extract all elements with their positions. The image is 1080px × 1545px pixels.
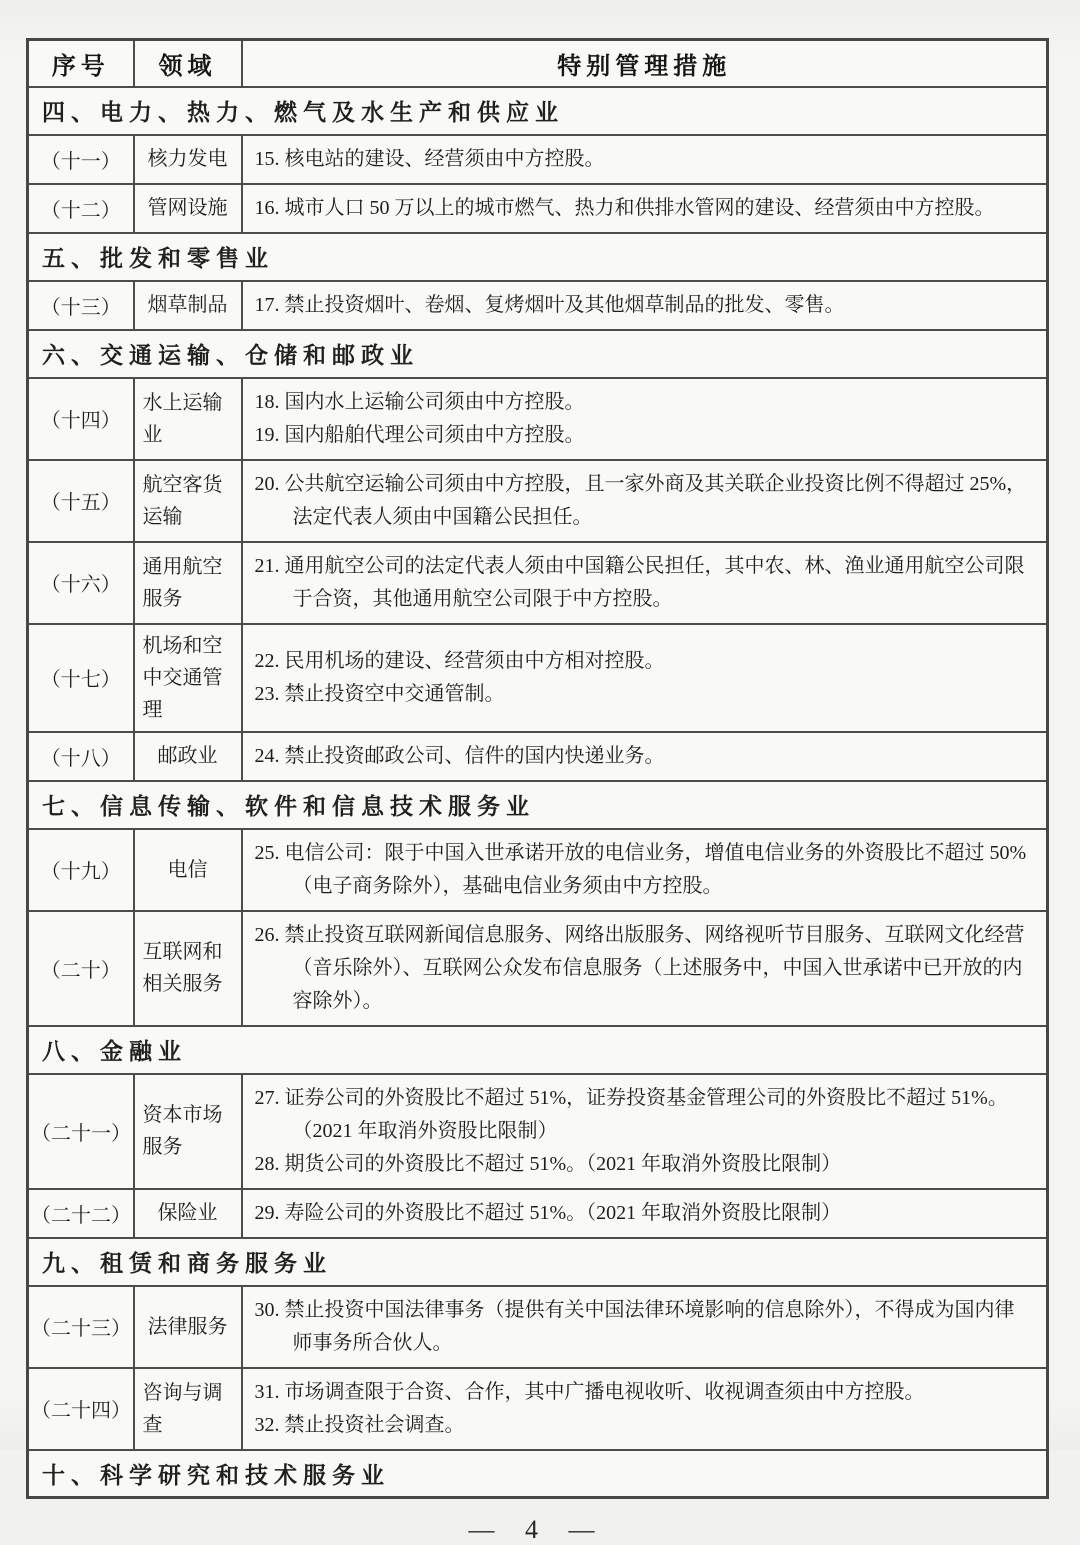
measure-item: 26. 禁止投资互联网新闻信息服务、网络出版服务、网络视听节目服务、互联网文化经营（音乐除外）、互联网公众发布信息服务（上述服务中，中国入世承诺中已开放的内容除外）。	[254, 923, 1025, 1012]
measure-item: 23. 禁止投资空中交通管制。	[254, 682, 505, 705]
measure-item: 24. 禁止投资邮政公司、信件的国内快递业务。	[254, 744, 665, 767]
section-row	[28, 233, 1048, 281]
section-title: 六、交通运输、仓储和邮政业	[28, 330, 1048, 378]
serial-cell: （十八）	[28, 732, 134, 781]
section-title: 四、电力、热力、燃气及水生产和供应业	[28, 87, 1048, 135]
measures-cell	[242, 460, 1048, 542]
section-title: 十、科学研究和技术服务业	[28, 1450, 1048, 1498]
field-cell: 资本市场服务	[134, 1074, 242, 1189]
item-row	[28, 1074, 1048, 1189]
measure-item: 28. 期货公司的外资股比不超过 51%。（2021 年取消外资股比限制）	[254, 1152, 842, 1175]
field-cell: 电信	[134, 829, 242, 911]
measures-cell	[242, 1368, 1048, 1450]
table-header-row	[28, 40, 1048, 87]
page-number: — 4 —	[468, 1515, 607, 1544]
serial-cell: （十一）	[28, 135, 134, 184]
field-cell: 机场和空中交通管理	[134, 624, 242, 732]
measure-item: 27. 证券公司的外资股比不超过 51%，证券投资基金管理公司的外资股比不超过 51%。（2021 年取消外资股比限制）	[254, 1086, 1008, 1142]
measures-cell	[242, 378, 1048, 460]
section-title: 五、批发和零售业	[28, 233, 1048, 281]
measure-item: 16. 城市人口 50 万以上的城市燃气、热力和供排水管网的建设、经营须由中方控股。	[254, 196, 995, 219]
measures-cell	[242, 624, 1048, 732]
item-row	[28, 624, 1048, 732]
item-row	[28, 829, 1048, 911]
field-cell: 邮政业	[134, 732, 242, 781]
field-cell: 核力发电	[134, 135, 242, 184]
section-row	[28, 1450, 1048, 1498]
item-row	[28, 378, 1048, 460]
measure-item: 25. 电信公司：限于中国入世承诺开放的电信业务，增值电信业务的外资股比不超过 50%（电子商务除外），基础电信业务须由中方控股。	[254, 841, 1027, 897]
measures-cell	[242, 1286, 1048, 1368]
item-row	[28, 542, 1048, 624]
section-title: 九、租赁和商务服务业	[28, 1238, 1048, 1286]
measures-cell	[242, 542, 1048, 624]
field-cell: 管网设施	[134, 184, 242, 233]
measures-cell	[242, 184, 1048, 233]
field-cell: 咨询与调查	[134, 1368, 242, 1450]
item-row	[28, 184, 1048, 233]
item-row	[28, 732, 1048, 781]
item-row	[28, 1189, 1048, 1238]
measures-cell	[242, 135, 1048, 184]
section-title: 八、金融业	[28, 1026, 1048, 1074]
serial-cell: （二十二）	[28, 1189, 134, 1238]
measures-cell	[242, 281, 1048, 330]
serial-cell: （十五）	[28, 460, 134, 542]
serial-cell: （十二）	[28, 184, 134, 233]
serial-cell: （十六）	[28, 542, 134, 624]
measure-item: 17. 禁止投资烟叶、卷烟、复烤烟叶及其他烟草制品的批发、零售。	[254, 293, 845, 316]
section-title: 七、信息传输、软件和信息技术服务业	[28, 781, 1048, 829]
measure-item: 21. 通用航空公司的法定代表人须由中国籍公民担任，其中农、林、渔业通用航空公司限于合资，其他通用航空公司限于中方控股。	[254, 554, 1025, 610]
measure-item: 19. 国内船舶代理公司须由中方控股。	[254, 423, 585, 446]
section-row	[28, 1026, 1048, 1074]
item-row	[28, 1286, 1048, 1368]
field-cell: 航空客货运输	[134, 460, 242, 542]
measure-item: 30. 禁止投资中国法律事务（提供有关中国法律环境影响的信息除外），不得成为国内律师事务所合伙人。	[254, 1298, 1015, 1354]
item-row	[28, 911, 1048, 1026]
field-cell: 保险业	[134, 1189, 242, 1238]
measure-item: 31. 市场调查限于合资、合作，其中广播电视收听、收视调查须由中方控股。	[254, 1380, 925, 1403]
measures-cell	[242, 911, 1048, 1026]
measures-cell	[242, 1189, 1048, 1238]
section-row	[28, 1238, 1048, 1286]
measures-cell	[242, 1074, 1048, 1189]
measure-item: 15. 核电站的建设、经营须由中方控股。	[254, 147, 605, 170]
field-cell: 法律服务	[134, 1286, 242, 1368]
serial-cell: （二十）	[28, 911, 134, 1026]
table-body	[28, 87, 1048, 1498]
serial-cell: （十七）	[28, 624, 134, 732]
serial-cell: （二十三）	[28, 1286, 134, 1368]
section-row	[28, 87, 1048, 135]
measure-item: 32. 禁止投资社会调查。	[254, 1413, 465, 1436]
serial-cell: （十九）	[28, 829, 134, 911]
measure-item: 22. 民用机场的建设、经营须由中方相对控股。	[254, 649, 665, 672]
column-header-measures: 特别管理措施	[242, 40, 1048, 87]
column-header-serial: 序号	[28, 40, 134, 87]
serial-cell: （十四）	[28, 378, 134, 460]
measure-item: 20. 公共航空运输公司须由中方控股，且一家外商及其关联企业投资比例不得超过 25%，法定代表人须由中国籍公民担任。	[254, 472, 1027, 528]
section-row	[28, 781, 1048, 829]
item-row	[28, 460, 1048, 542]
column-header-field: 领域	[134, 40, 242, 87]
field-cell: 水上运输业	[134, 378, 242, 460]
field-cell: 烟草制品	[134, 281, 242, 330]
section-row	[28, 330, 1048, 378]
negative-list-table	[26, 38, 1049, 1499]
measure-item: 18. 国内水上运输公司须由中方控股。	[254, 390, 585, 413]
item-row	[28, 1368, 1048, 1450]
serial-cell: （二十一）	[28, 1074, 134, 1189]
item-row	[28, 281, 1048, 330]
measures-cell	[242, 732, 1048, 781]
measures-cell	[242, 829, 1048, 911]
field-cell: 互联网和相关服务	[134, 911, 242, 1026]
serial-cell: （二十四）	[28, 1368, 134, 1450]
measure-item: 29. 寿险公司的外资股比不超过 51%。（2021 年取消外资股比限制）	[254, 1201, 842, 1224]
serial-cell: （十三）	[28, 281, 134, 330]
item-row	[28, 135, 1048, 184]
field-cell: 通用航空服务	[134, 542, 242, 624]
